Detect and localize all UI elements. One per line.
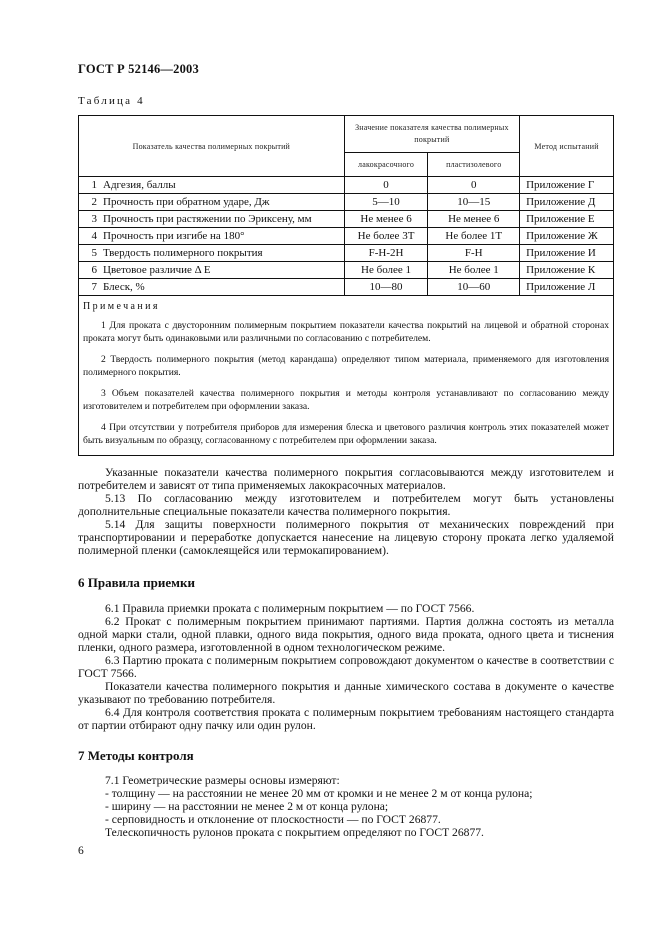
table-row [79,279,614,296]
row-method: Приложение Е [520,211,614,228]
section-6-title: 6 Правила приемки [78,575,195,590]
paragraph: 7.1 Геометрические размеры основы измеряют: [105,774,340,787]
list-item: - толщину — на расстоянии не менее 20 мм от кромки и не менее 2 м от конца рулона; [105,787,533,800]
row-method: Приложение Д [520,194,614,211]
paragraph: 6.1 Правила приемки проката с полимерным покрытием — по ГОСТ 7566. [105,602,475,615]
notes-title: Примечания [83,301,160,312]
row-label: Твердость полимерного покрытия [103,247,263,259]
table-caption: Таблица 4 [78,95,145,107]
row-number: 7 [91,281,97,293]
col-header-indicator: Показатель качества полимерных покрытий [79,116,345,177]
note-item: 3 Объем показателей качества полимерного покрытия и методы контроля устанавливают по согласованию между изготовителем и потребителем при оформлении заказа. [83,388,609,412]
paragraph: 6.3 Партию проката с полимерным покрытием сопровождают документом о качестве в соответствии с ГОСТ 7566. [78,654,614,680]
body-text-top [78,466,614,557]
paragraph: 6.4 Для контроля соответствия проката с полимерным покрытием требованиям настоящего стандарта от партии отбирают одну пачку или один рулон. [78,706,614,732]
note-item: 4 При отсутствии у потребителя приборов для измерения блеска и цветового различия контроль этих показателей может быть визуальным по образцу, согласованному с потребителем при оформлении заказа. [83,422,609,446]
note-item: 1 Для проката с двусторонним полимерным покрытием показатели качества покрытий на лицевой и обратной сторонах проката могут быть одинаковыми или различными по согласованию с потребителем. [83,320,609,344]
paragraph: 5.13 По согласованию между изготовителем и потребителем могут быть установлены дополнительные специальные показатели качества полимерного покрытия. [78,492,614,518]
table-row [79,194,614,211]
row-method: Приложение Г [520,177,614,194]
row-value-paint: 0 [344,177,428,194]
table-row [79,177,614,194]
row-value-paint: F-H-2H [344,245,428,262]
paragraph: Телескопичность рулонов проката с покрытием определяют по ГОСТ 26877. [105,826,484,839]
row-method: Приложение И [520,245,614,262]
row-value-paint: 10—80 [344,279,428,296]
row-label: Адгезия, баллы [103,179,176,191]
col-header-value-group: Значение показателя качества полимерных покрытий [344,116,519,153]
row-number: 3 [91,213,97,225]
row-value-plastisol: Не более 1Т [428,228,520,245]
row-label: Цветовое различие Δ E [103,264,211,276]
document-header: ГОСТ Р 52146—2003 [78,62,199,76]
row-number: 4 [91,230,97,242]
row-value-plastisol: Не менее 6 [428,211,520,228]
section-6-body [78,602,614,732]
row-value-paint: Не менее 6 [344,211,428,228]
col-header-plastisol: пластизолевого [428,153,520,177]
notes-row [79,296,614,456]
row-method: Приложение Л [520,279,614,296]
table-row [79,211,614,228]
row-number: 2 [91,196,97,208]
row-value-plastisol: Не более 1 [428,262,520,279]
paragraph: 5.14 Для защиты поверхности полимерного покрытия от механических повреждений при транспортировании и переработке допускается нанесение на лицевую сторону проката легко удаляемой полимерной пленки (самоклеящейся или термокапированием). [78,518,614,557]
row-value-plastisol: 10—15 [428,194,520,211]
row-label: Прочность при изгибе на 180° [103,230,245,242]
paragraph: 6.2 Прокат с полимерным покрытием принимают партиями. Партия должна состоять из металла одной марки стали, одной плавки, одного вида покрытия, одного вида проката, одного цвета и тиснения пленки, одного размера, изготовленной в одном технологическом режиме. [78,615,614,654]
page-number: 6 [78,845,84,857]
row-method: Приложение Ж [520,228,614,245]
paragraph: Указанные показатели качества полимерного покрытия согласовываются между изготовителем и потребителем и зависят от типа применяемых лакокрасочных материалов. [78,466,614,492]
table-notes [79,296,614,456]
col-header-paint: лакокрасочного [344,153,428,177]
row-method: Приложение К [520,262,614,279]
row-number: 1 [91,179,97,191]
row-number: 6 [91,264,97,276]
list-item: - серповидность и отклонение от плоскостности — по ГОСТ 26877. [105,813,441,826]
note-item: 2 Твердость полимерного покрытия (метод карандаша) определяют типом материала, применяемого для изготовления полимерного покрытия. [83,354,609,378]
row-label: Прочность при обратном ударе, Дж [103,196,270,208]
row-value-plastisol: 0 [428,177,520,194]
row-value-paint: 5—10 [344,194,428,211]
quality-indicators-table [78,115,614,456]
section-7-title: 7 Методы контроля [78,748,194,763]
table-row [79,262,614,279]
col-header-method: Метод испытаний [520,116,614,177]
row-value-plastisol: F-H [428,245,520,262]
list-item: - ширину — на расстоянии не менее 2 м от конца рулона; [105,800,389,813]
row-value-plastisol: 10—60 [428,279,520,296]
section-7-body [78,774,614,839]
row-number: 5 [91,247,97,259]
table-row [79,245,614,262]
row-label: Блеск, % [103,281,145,293]
row-value-paint: Не более 3Т [344,228,428,245]
paragraph: Показатели качества полимерного покрытия и данные химического состава в документе о качестве указывают по требованию потребителя. [78,680,614,706]
table-row [79,228,614,245]
row-value-paint: Не более 1 [344,262,428,279]
row-label: Прочность при растяжении по Эриксену, мм [103,213,312,225]
